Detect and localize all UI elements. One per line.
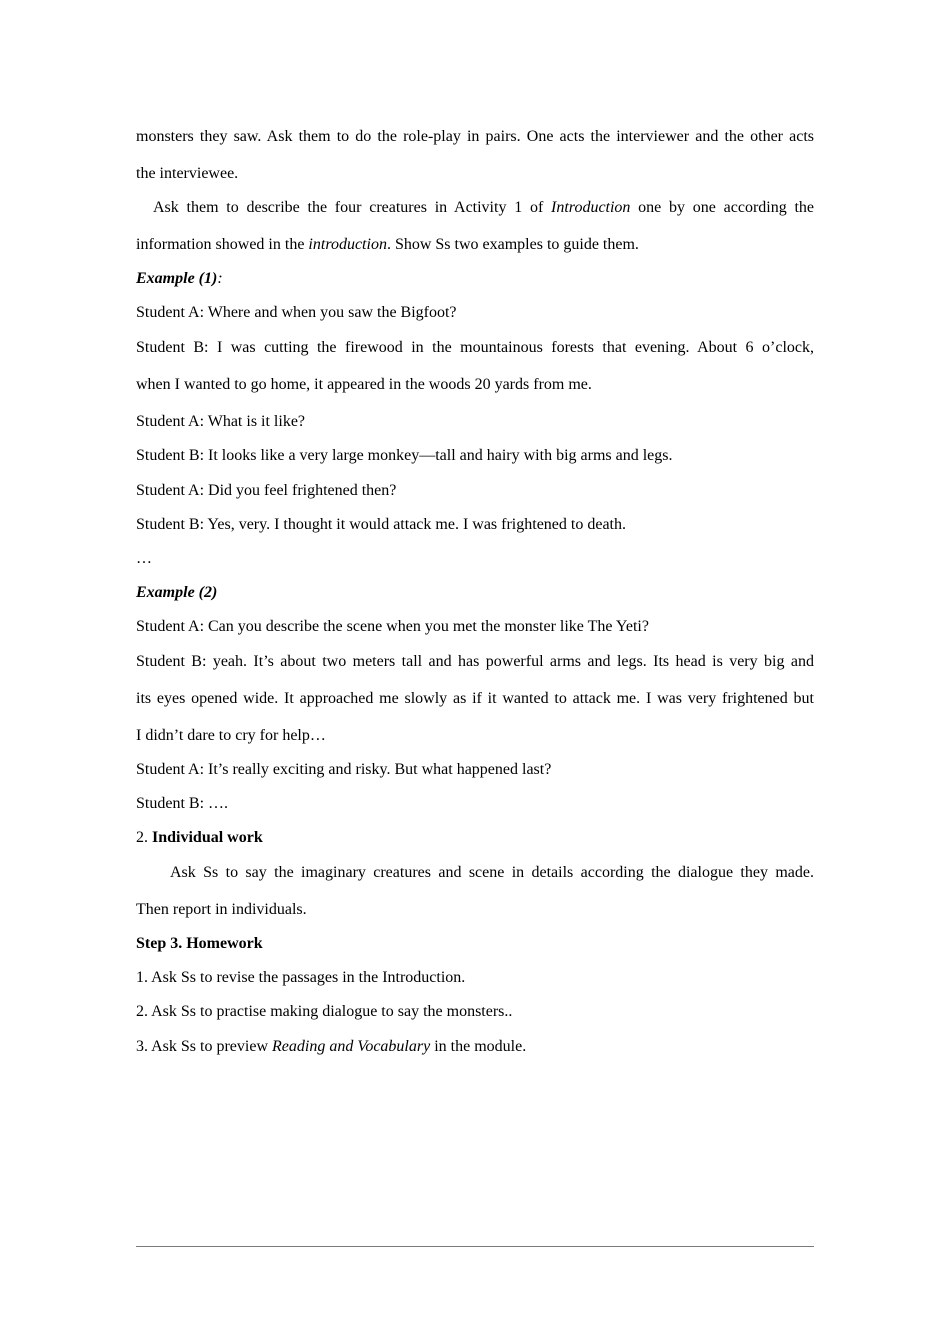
section-title: Step 3. Homework [136, 935, 263, 952]
paragraph-line: monsters they saw. Ask them to do the role-play in pairs. One acts the interviewer and the other acts [136, 128, 814, 145]
paragraph-line [136, 198, 814, 218]
list-item [136, 1037, 814, 1057]
text-run: 3. Ask Ss to preview [136, 1038, 272, 1055]
section-heading [136, 934, 814, 954]
dialogue-line: Student B: Yes, very. I thought it would attack me. I was frightened to death. [136, 516, 626, 533]
dialogue-line: Student A: What is it like? [136, 413, 306, 430]
dialogue-line: its eyes opened wide. It approached me slowly as if it wanted to attack me. I was very frightened but [136, 690, 814, 707]
paragraph-line: the interviewee. [136, 165, 239, 182]
example-title: Example (1) [136, 270, 218, 287]
section-number: 2. [136, 829, 152, 846]
dialogue-line: Student B: I was cutting the firewood in the mountainous forests that evening. About 6 o’clock, [136, 339, 814, 356]
dialogue-line: Student B: yeah. It’s about two meters tall and has powerful arms and legs. Its head is very big and [136, 653, 814, 670]
dialogue-line: I didn’t dare to cry for help… [136, 727, 326, 744]
dialogue-line: Student B: …. [136, 795, 229, 812]
dialogue-line: when I wanted to go home, it appeared in the woods 20 yards from me. [136, 376, 592, 393]
dialogue-line: Student B: It looks like a very large monkey—tall and hairy with big arms and legs. [136, 447, 673, 464]
example-heading [136, 583, 814, 603]
dialogue-line: Student A: Did you feel frightened then? [136, 482, 397, 499]
italic-term: Introduction [551, 199, 631, 216]
list-item: 2. Ask Ss to practise making dialogue to say the monsters.. [136, 1003, 513, 1020]
example-heading [136, 269, 814, 289]
text-run: . Show Ss two examples to guide them. [386, 236, 639, 253]
ellipsis: … [136, 550, 152, 567]
example-colon: : [217, 270, 223, 287]
section-heading [136, 828, 814, 848]
paragraph-line: Ask Ss to say the imaginary creatures and scene in details according the dialogue they made. [170, 864, 814, 881]
text-run: information showed in the [136, 236, 309, 253]
text-run: one by one according the [630, 199, 815, 216]
dialogue-line: Student A: It’s really exciting and risky. But what happened last? [136, 761, 552, 778]
dialogue-line: Student A: Where and when you saw the Bigfoot? [136, 304, 457, 321]
example-title: Example (2) [136, 584, 218, 601]
text-run: Ask them to describe the four creatures in Activity 1 of [153, 199, 552, 216]
paragraph-line: Then report in individuals. [136, 901, 307, 918]
list-item: 1. Ask Ss to revise the passages in the Introduction. [136, 969, 466, 986]
footer-divider [136, 1246, 814, 1247]
dialogue-line: Student A: Can you describe the scene when you met the monster like The Yeti? [136, 618, 649, 635]
section-title: Individual work [152, 829, 263, 846]
italic-term: Reading and Vocabulary [272, 1038, 431, 1055]
paragraph-line [136, 235, 814, 255]
italic-term: introduction [308, 236, 387, 253]
text-run: in the module. [430, 1038, 527, 1055]
